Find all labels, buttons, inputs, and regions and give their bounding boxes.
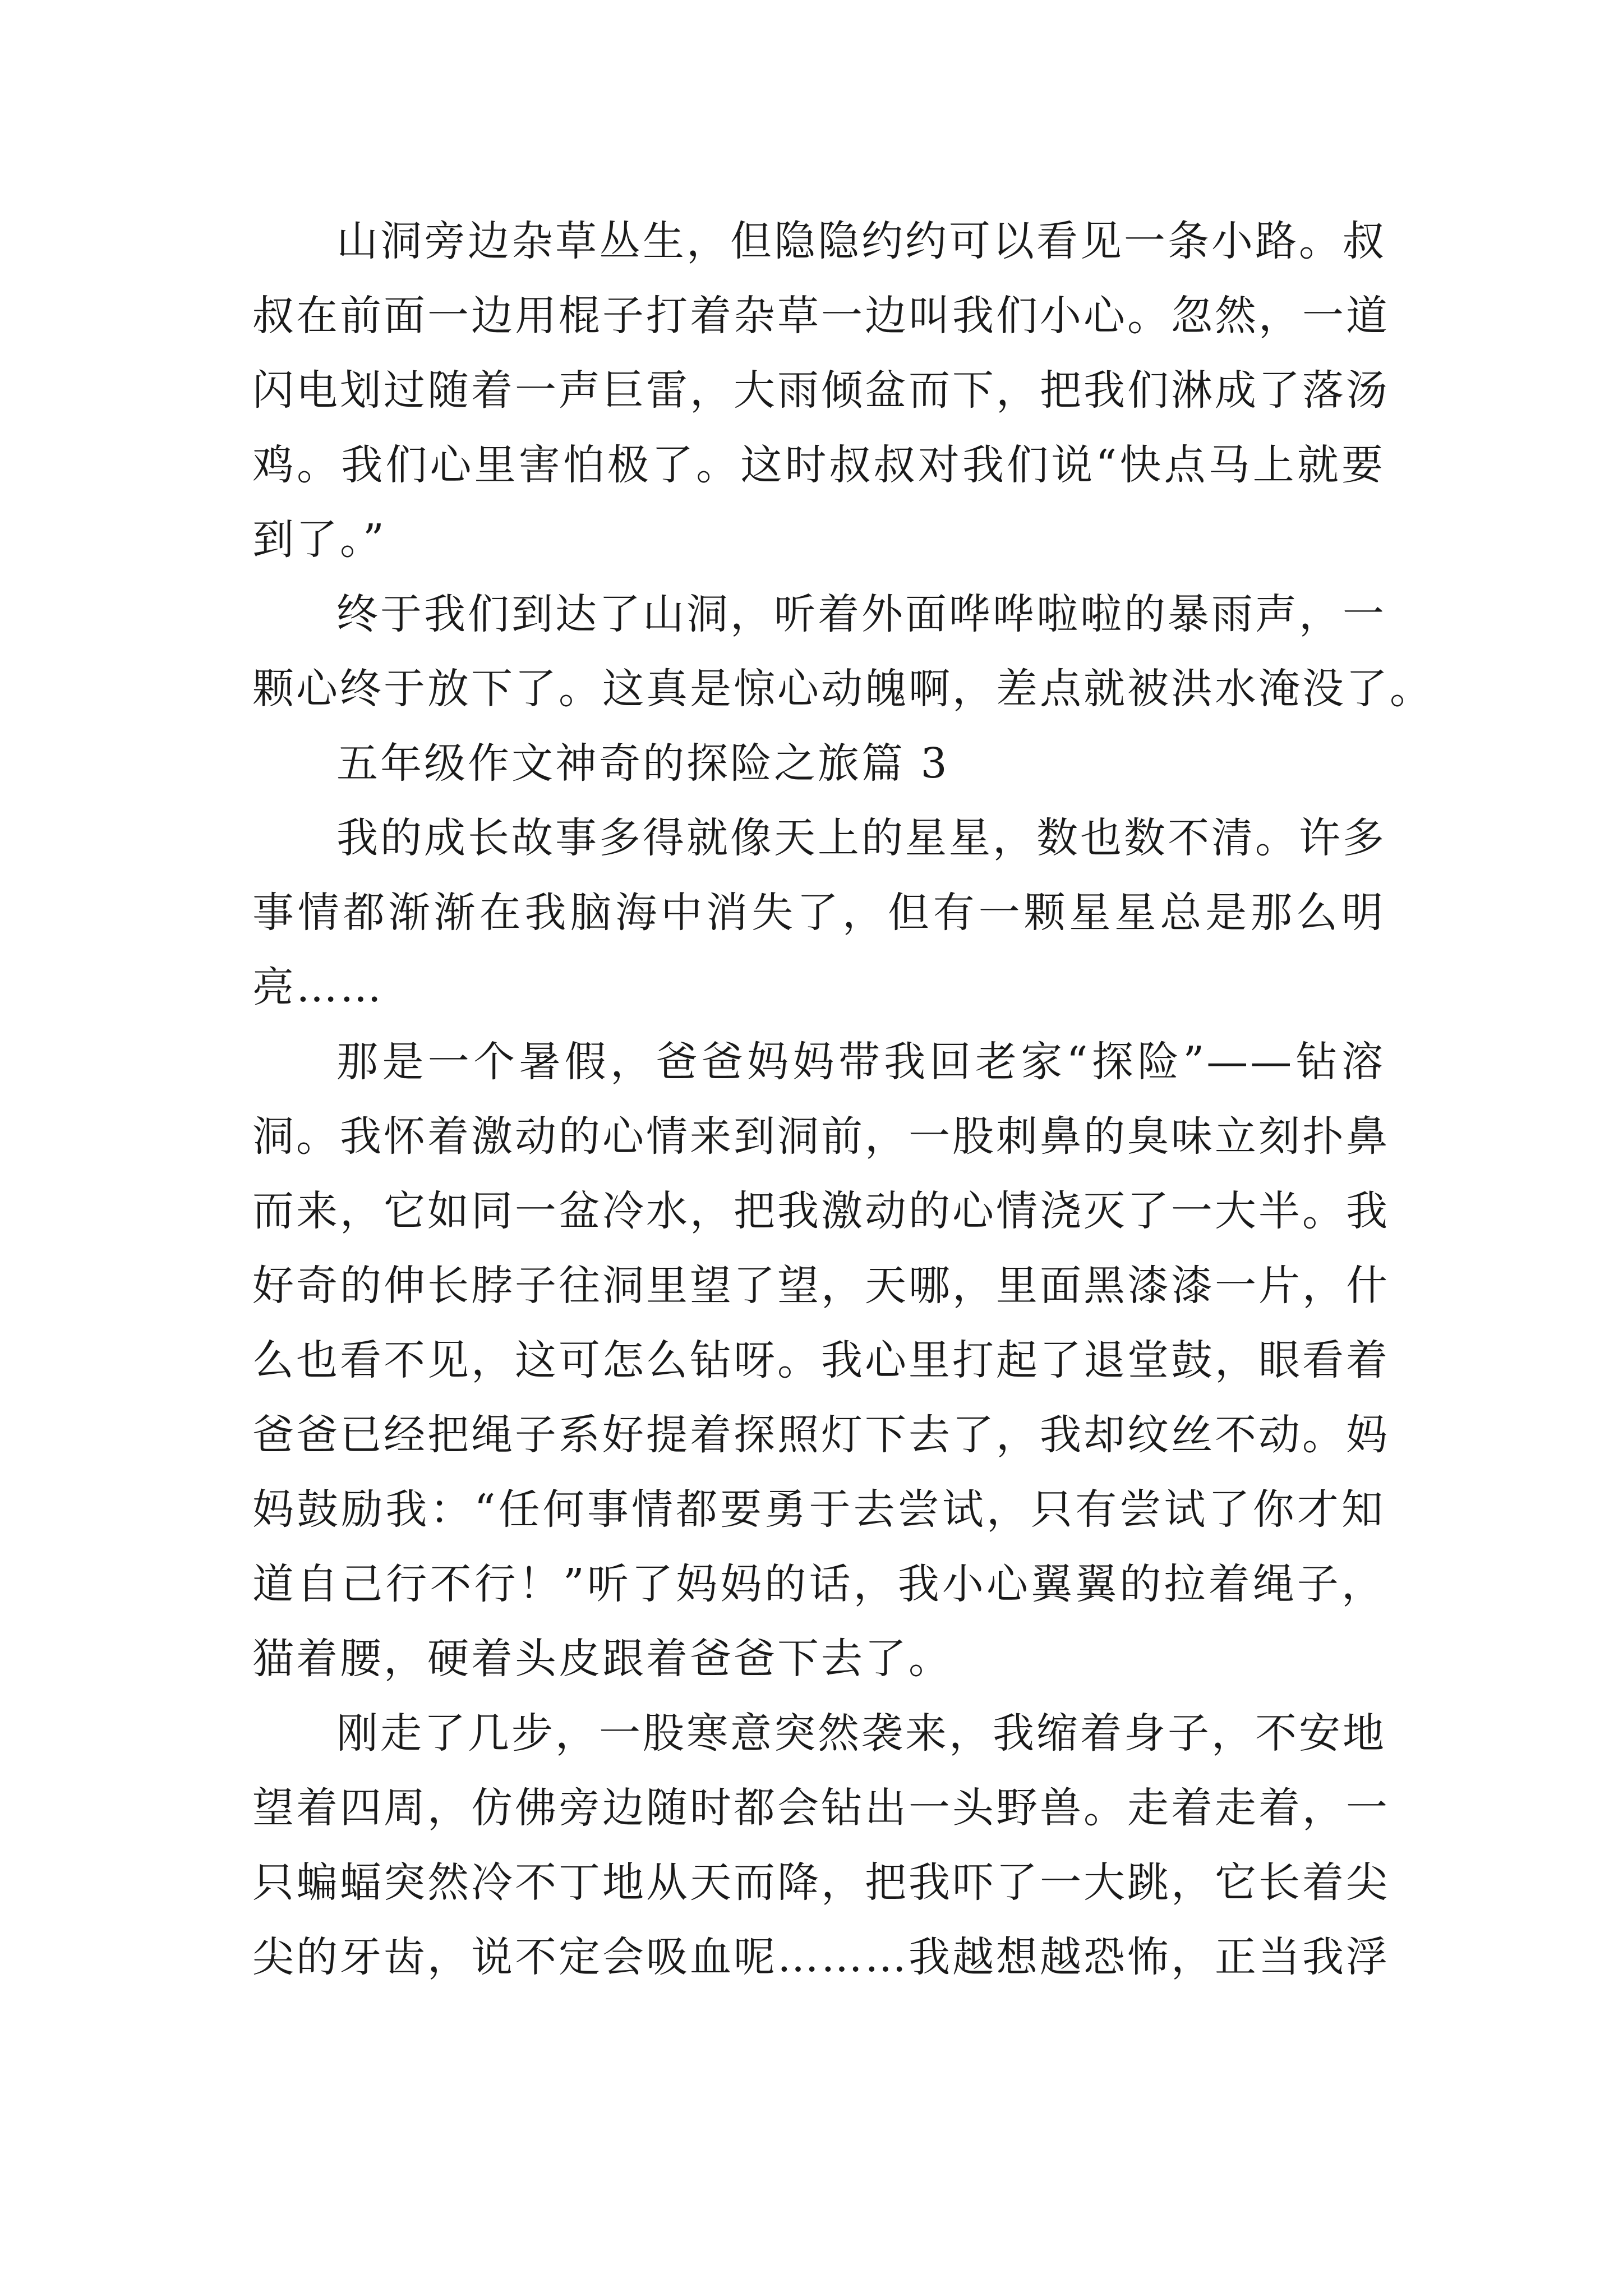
paragraph-line: 事情都渐渐在我脑海中消失了，但有一颗星星总是那么明	[252, 889, 1385, 937]
paragraph-line: 鸡。我们心里害怕极了。这时叔叔对我们说“快点马上就要	[252, 441, 1385, 489]
paragraph-line: 只蝙蝠突然冷不丁地从天而降，把我吓了一大跳，它长着尖	[252, 1858, 1390, 1907]
paragraph-line: 好奇的伸长脖子往洞里望了望，天哪，里面黑漆漆一片，什	[252, 1262, 1390, 1310]
paragraph-line: 亮……	[252, 963, 384, 1011]
paragraph-line: 山洞旁边杂草丛生，但隐隐约约可以看见一条小路。叔	[336, 217, 1386, 265]
paragraph-line: 道自己行不行！”听了妈妈的话，我小心翼翼的拉着绳子，	[252, 1560, 1385, 1608]
paragraph-line: 妈鼓励我：“任何事情都要勇于去尝试，只有尝试了你才知	[252, 1485, 1385, 1534]
paragraph-line: 终于我们到达了山洞，听着外面哗哗啦啦的暴雨声，一	[336, 590, 1386, 638]
paragraph-line: 洞。我怀着激动的心情来到洞前，一股刺鼻的臭味立刻扑鼻	[252, 1112, 1390, 1161]
paragraph-line: 我的成长故事多得就像天上的星星，数也数不清。许多	[336, 814, 1386, 862]
paragraph-line: 尖的牙齿，说不定会吸血呢………我越想越恐怖，正当我浮	[252, 1933, 1390, 1981]
paragraph-line: 颗心终于放下了。这真是惊心动魄啊，差点就被洪水淹没了。	[252, 665, 1433, 713]
section-heading: 五年级作文神奇的探险之旅篇 3	[336, 739, 949, 788]
paragraph-line: 望着四周，仿佛旁边随时都会钻出一头野兽。走着走着，一	[252, 1784, 1390, 1832]
paragraph-line: 到了。”	[252, 516, 386, 564]
paragraph-line: 那是一个暑假，爸爸妈妈带我回老家“探险”——钻溶	[336, 1038, 1385, 1086]
paragraph-line: 叔在前面一边用棍子打着杂草一边叫我们小心。忽然，一道	[252, 292, 1390, 340]
paragraph-line: 刚走了几步，一股寒意突然袭来，我缩着身子，不安地	[336, 1709, 1386, 1757]
paragraph-line: 猫着腰，硬着头皮跟着爸爸下去了。	[252, 1635, 952, 1683]
paragraph-line: 么也看不见，这可怎么钻呀。我心里打起了退堂鼓，眼看着	[252, 1336, 1390, 1384]
paragraph-line: 爸爸已经把绳子系好提着探照灯下去了，我却纹丝不动。妈	[252, 1411, 1390, 1459]
paragraph-line: 而来，它如同一盆冷水，把我激动的心情浇灭了一大半。我	[252, 1187, 1390, 1235]
paragraph-line: 闪电划过随着一声巨雷，大雨倾盆而下，把我们淋成了落汤	[252, 366, 1390, 415]
